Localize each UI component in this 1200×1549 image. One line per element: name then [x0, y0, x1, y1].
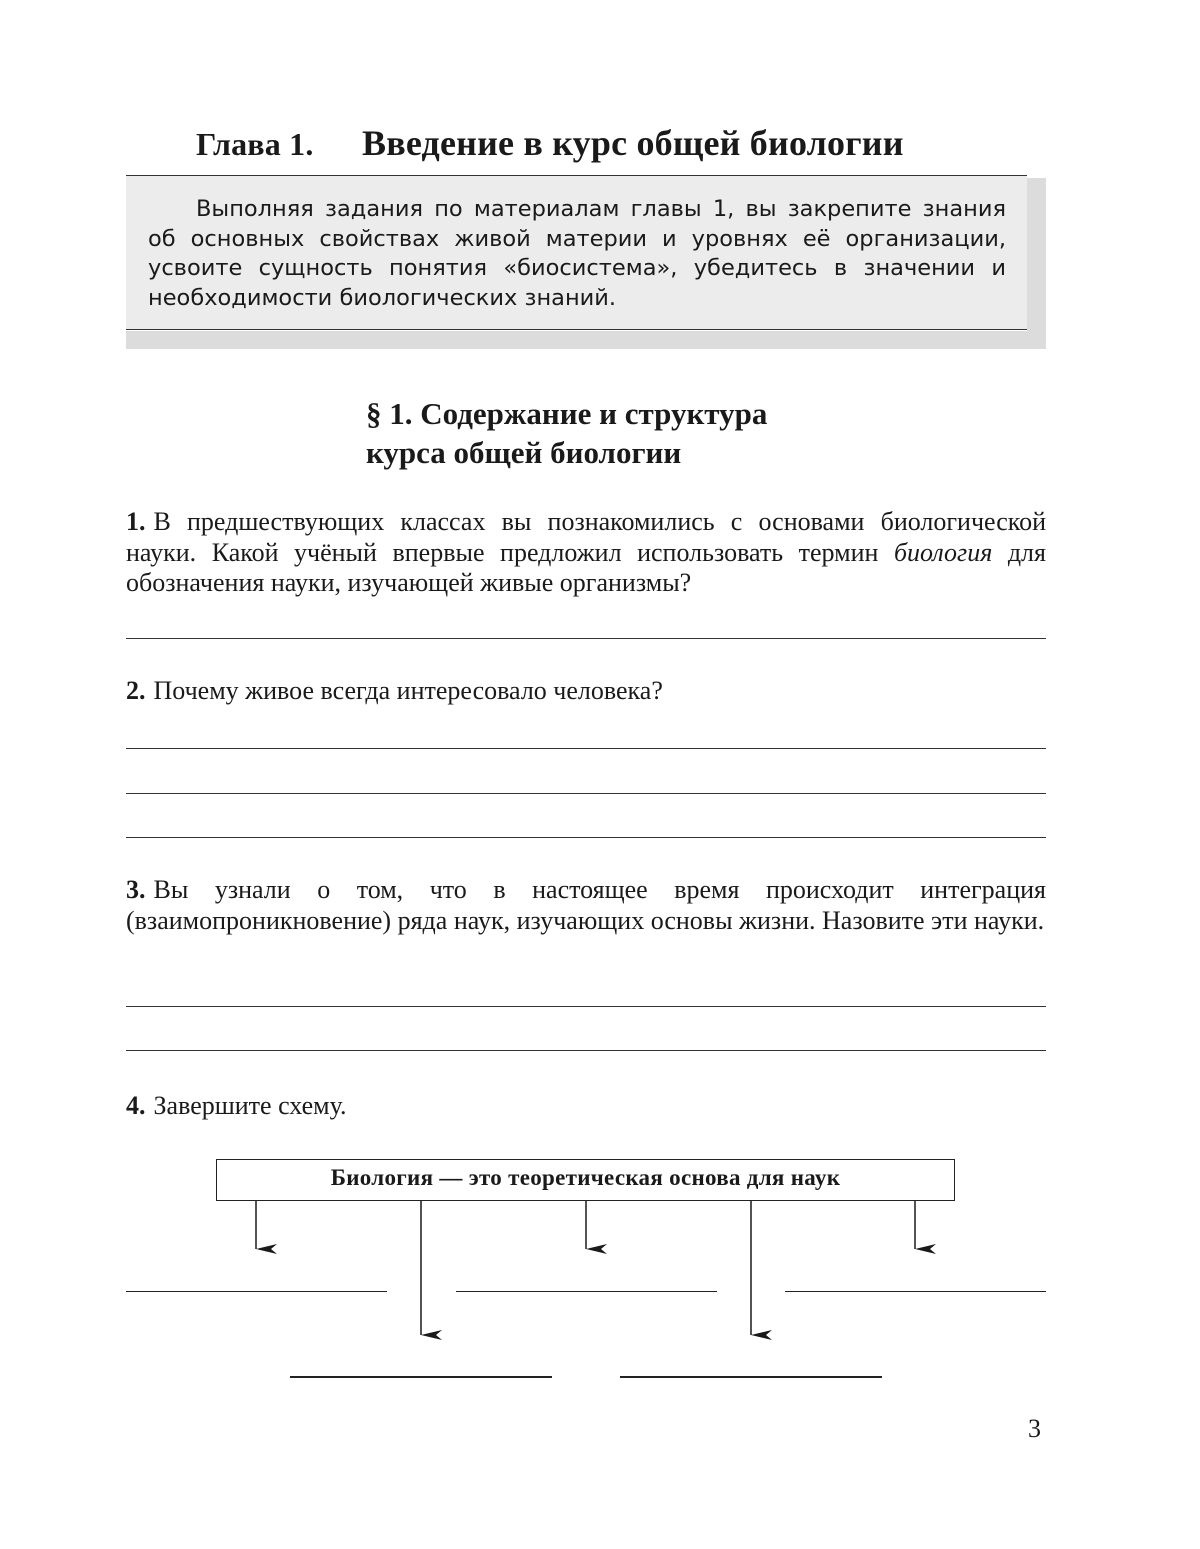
question-2-number: 2.	[126, 676, 146, 705]
question-2-text: Почему живое всегда интересовало человека?	[153, 676, 663, 705]
chapter-name: Введение в курс общей биологии	[362, 123, 904, 163]
scheme-answer-line-5[interactable]	[785, 1291, 1046, 1292]
scheme-root-text: Биология — это теоретическая основа для наук	[330, 1165, 841, 1190]
question-4-number: 4.	[126, 1091, 146, 1120]
page-number: 3	[1028, 1414, 1041, 1443]
question-1-text-b: для обозначения науки, изучающей живые организмы?	[126, 537, 1046, 597]
scheme-answer-line-4[interactable]	[620, 1376, 882, 1378]
question-4-text: Завершите схему.	[153, 1091, 347, 1120]
question-1-number: 1.	[126, 507, 146, 536]
intro-text: Выполняя задания по материалам главы 1, вы закрепите знания об основных свойствах живой материи и уровнях её организации, усвоите сущность понятия «биосистема», убедитесь в значении и необходимости биологических знаний.	[148, 196, 1006, 311]
question-1-term: биология	[893, 537, 993, 567]
chapter-number: Глава 1.	[196, 126, 314, 162]
question-1-text-a: В предшествующих классах вы познакомились с основами биологической науки. Какой учёный впервые предложил использовать термин	[126, 507, 1046, 567]
question-3-text: Вы узнали о том, что в настоящее время происходит интеграция (взаимопроникновение) ряда наук, изучающих основы жизни. Назовите эти науки.	[126, 875, 1046, 935]
section-title-line-2: курса общей биологии	[366, 435, 682, 470]
scheme-answer-line-2[interactable]	[290, 1376, 552, 1378]
scheme-answer-line-3[interactable]	[456, 1291, 717, 1292]
section-title-line-1: § 1. Содержание и структура	[366, 396, 768, 431]
scheme-answer-line-1[interactable]	[126, 1291, 387, 1292]
question-3-number: 3.	[126, 875, 146, 904]
